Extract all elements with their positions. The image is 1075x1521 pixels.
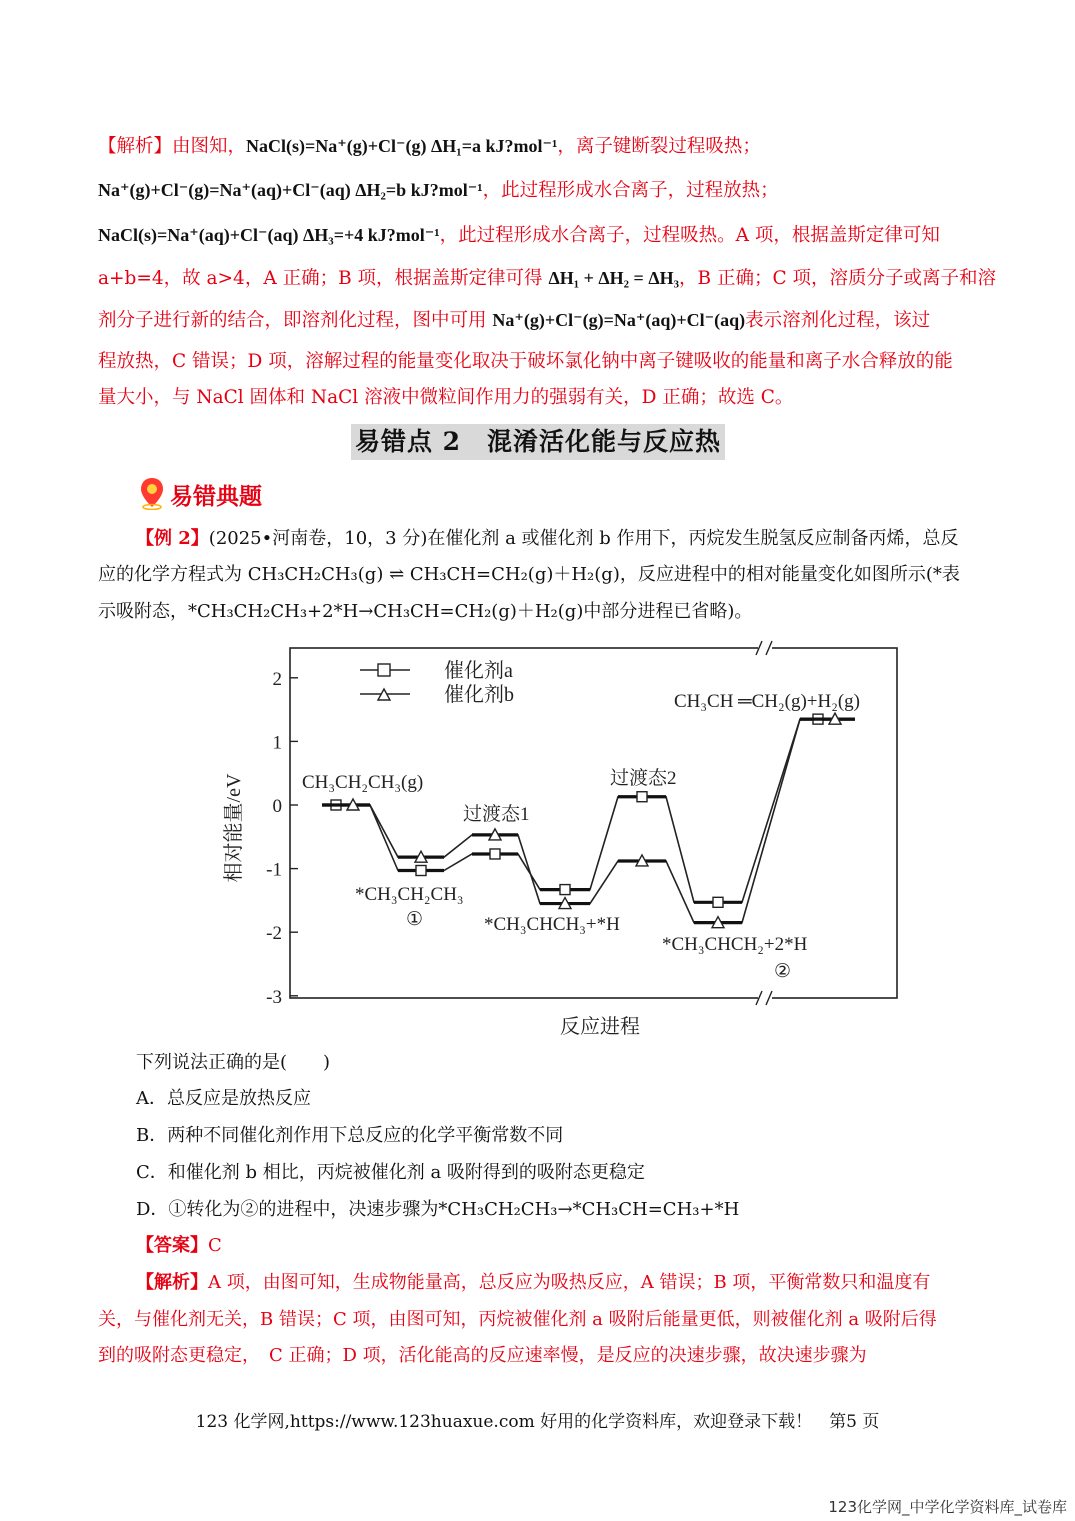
option-b[interactable]: B．两种不同催化剂作用下总反应的化学平衡常数不同 bbox=[136, 1125, 564, 1146]
option-d[interactable]: D．①转化为②的进程中，决速步骤为*CH₃CH₂CH₃→*CH₃CH=CH₃+*H bbox=[136, 1199, 740, 1220]
analysis1-line4: a+b=4，故 a>4，A 正确；B 项，根据盖斯定律可得 ΔH₁ + ΔH₂ = ΔH₃，B 正确；C 项，溶质分子或离子和溶 bbox=[98, 268, 997, 289]
data-point-a bbox=[560, 885, 570, 895]
watermark: 123化学网_中学化学资料库_试卷库 bbox=[828, 1498, 1067, 1516]
y-tick-label: 0 bbox=[272, 796, 282, 817]
example-line1: 【例 2】(2025•河南卷，10，3 分)在催化剂 a 或催化剂 b 作用下，丙烷发生脱氢反应制备丙烯，总反 bbox=[136, 528, 959, 549]
energy-chart bbox=[210, 638, 920, 1043]
analysis-tag: 【解析】 bbox=[98, 136, 173, 157]
y-tick-label: -1 bbox=[266, 859, 282, 881]
analysis1-line7: 量大小，与 NaCl 固体和 NaCl 溶液中微粒间作用力的强弱有关，D 正确；故选 C。 bbox=[98, 387, 794, 408]
axis-break-bottom bbox=[756, 991, 772, 1005]
answer-tag: 【答案】 bbox=[136, 1235, 208, 1256]
legend-b: 催化剂b bbox=[444, 684, 514, 706]
analysis2-tag: 【解析】 bbox=[136, 1272, 208, 1293]
y-tick-label: -2 bbox=[266, 923, 282, 945]
series-line-a bbox=[322, 719, 855, 902]
annotation-ts1: 过渡态1 bbox=[463, 804, 530, 825]
legend-a: 催化剂a bbox=[444, 660, 513, 682]
analysis2-line3: 到的吸附态更稳定， C 正确；D 项，活化能高的反应速率慢，是反应的决速步骤，故决速步骤为 bbox=[98, 1345, 867, 1366]
data-point-a bbox=[416, 866, 426, 876]
analysis2-line2: 关，与催化剂无关，B 错误；C 项，由图可知，丙烷被催化剂 a 吸附后能量更低，则被催化剂 a 吸附后得 bbox=[98, 1309, 937, 1330]
y-axis-label: 相对能量/eV bbox=[223, 773, 245, 883]
analysis1-line6: 程放热，C 错误；D 项，溶解过程的能量变化取决于破坏氯化钠中离子键吸收的能量和离子水合释放的能 bbox=[98, 351, 953, 372]
x-axis-label: 反应进程 bbox=[560, 1016, 640, 1038]
formula: Na⁺(g)+Cl⁻(g)=Na⁺(aq)+Cl⁻(aq) ΔH₂=b kJ?mol⁻¹ bbox=[98, 180, 483, 200]
section-title: 易错点 2 混淆活化能与反应热 bbox=[351, 424, 725, 460]
formula: Na⁺(g)+Cl⁻(g)=Na⁺(aq)+Cl⁻(aq) bbox=[492, 310, 746, 330]
annotation-circle-2: ② bbox=[774, 961, 792, 982]
location-pin-icon bbox=[138, 476, 166, 510]
chart-annotations bbox=[302, 691, 860, 982]
data-point-a bbox=[637, 792, 647, 802]
legend bbox=[360, 659, 514, 706]
axis-break-top bbox=[756, 641, 772, 655]
annotation-intermediate-2: *CH₃CHCH₂+2*H bbox=[662, 934, 808, 955]
example-line2: 应的化学方程式为 CH₃CH₂CH₃(g) ⇌ CH₃CH=CH₂(g)＋H₂(g)，反应进程中的相对能量变化如图所示(*表 bbox=[98, 564, 960, 585]
annotation-circle-1: ① bbox=[406, 909, 424, 930]
answer-line bbox=[136, 1234, 222, 1258]
y-tick-label: 2 bbox=[272, 668, 282, 690]
annotation-intermediate-1: *CH₃CHCH₃+*H bbox=[484, 914, 620, 935]
example-tag: 【例 2】 bbox=[136, 528, 209, 549]
annotation-adsorbed-propane: *CH₃CH₂CH₃ bbox=[355, 884, 464, 905]
annotation-propane-g: CH₃CH₂CH₃(g) bbox=[302, 772, 424, 793]
typical-question-title: 易错典题 bbox=[170, 483, 262, 510]
annotation-ts2: 过渡态2 bbox=[610, 768, 677, 789]
formula: NaCl(s)=Na⁺(g)+Cl⁻(g) ΔH₁=a kJ?mol⁻¹ bbox=[246, 136, 558, 156]
analysis1-line5: 剂分子进行新的结合，即溶剂化过程，图中可用 Na⁺(g)+Cl⁻(g)=Na⁺(aq)+Cl⁻(aq)表示溶剂化过程，该过 bbox=[98, 310, 931, 331]
example-line3: 示吸附态，*CH₃CH₂CH₃+2*H→CH₃CH=CH₂(g)＋H₂(g)中部分进程已省略)。 bbox=[98, 601, 753, 622]
option-c[interactable]: C．和催化剂 b 相比，丙烷被催化剂 a 吸附得到的吸附态更稳定 bbox=[136, 1162, 645, 1183]
analysis1-line3: NaCl(s)=Na⁺(aq)+Cl⁻(aq) ΔH₃=+4 kJ?mol⁻¹，此过程形成水合离子，过程吸热。A 项，根据盖斯定律可知 bbox=[98, 225, 940, 246]
answer-value: C bbox=[208, 1235, 222, 1256]
formula: ΔH₁ + ΔH₂ = ΔH₃ bbox=[548, 268, 679, 288]
y-tick-label: 1 bbox=[272, 732, 282, 754]
y-tick-label: -3 bbox=[266, 986, 282, 1008]
page-footer: 123 化学网,https://www.123huaxue.com 好用的化学资料库，欢迎登录下载！ 第5 页 bbox=[195, 1412, 880, 1432]
analysis2-line1: 【解析】A 项，由图可知，生成物能量高，总反应为吸热反应，A 错误；B 项，平衡常数只和温度有 bbox=[136, 1272, 931, 1293]
formula: NaCl(s)=Na⁺(aq)+Cl⁻(aq) ΔH₃=+4 kJ?mol⁻¹ bbox=[98, 225, 440, 245]
legend-square-marker bbox=[378, 664, 390, 676]
option-a[interactable]: A．总反应是放热反应 bbox=[136, 1088, 311, 1109]
annotation-product: CH₃CH ═CH₂(g)+H₂(g) bbox=[674, 691, 861, 712]
data-point-a bbox=[713, 897, 723, 907]
data-point-a bbox=[490, 849, 500, 859]
analysis1-line1: 【解析】由图知，NaCl(s)=Na⁺(g)+Cl⁻(g) ΔH₁=a kJ?mol⁻¹，离子键断裂过程吸热； bbox=[98, 136, 761, 157]
question-stem: 下列说法正确的是( ) bbox=[136, 1052, 331, 1073]
analysis1-line2: Na⁺(g)+Cl⁻(g)=Na⁺(aq)+Cl⁻(aq) ΔH₂=b kJ?mol⁻¹，此过程形成水合离子，过程放热； bbox=[98, 180, 779, 201]
